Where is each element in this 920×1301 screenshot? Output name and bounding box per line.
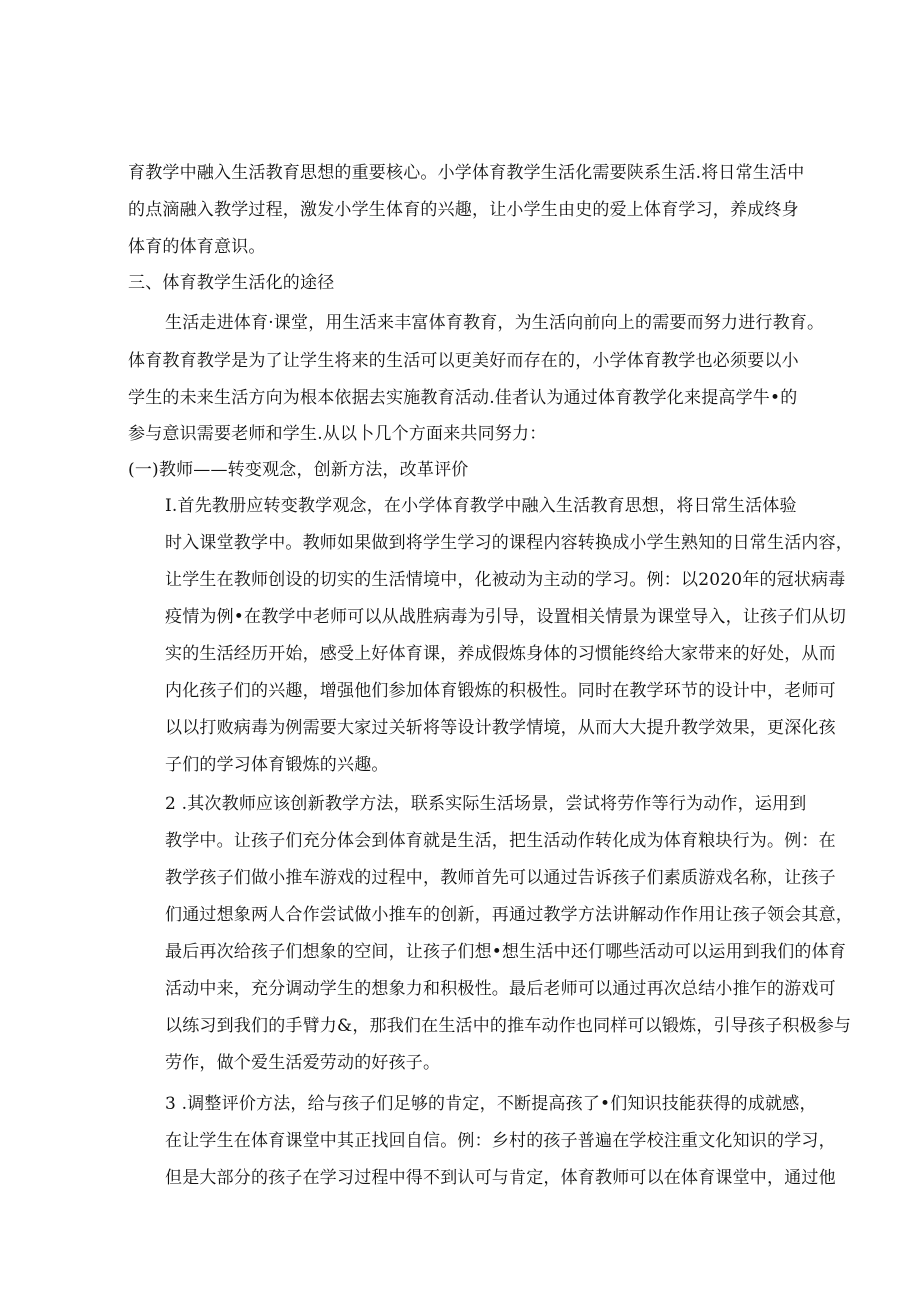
text-line: 子们的学习体育锻炼的兴趣。	[165, 755, 389, 775]
text-line: 教学孩子们做小推车游戏的过程中，教师首先可以通过告诉孩子们素质游戏名称，让孩子	[165, 868, 836, 888]
text-line: 让学生在教师创设的切实的生活情境中，化被动为主动的学习。例：以2020年的冠状病毒	[165, 570, 846, 590]
text-line: 疫情为例•在教学中老师可以从战胜病毒为引导，设置相关情景为课堂导入，让孩子们从切	[165, 607, 847, 627]
text-line: 劳作，做个爱生活爱劳动的好孩子。	[165, 1053, 441, 1073]
text-line: 的点滴融入教学过程，激发小学生体育的兴趣，让小学生由史的爱上体育学习，养成终身	[128, 200, 799, 220]
text-line: 育教学中融入生活教育思想的重要核心。小学体育教学生活化需要陕系生活.将日常生活中	[128, 163, 805, 183]
text-line: 生活走进体育·课堂，用生活来丰富体育教育，为生活向前向上的需要而努力进行教育。	[165, 313, 825, 333]
text-line: 以以打败病毒为例需要大家过关斩将等设计教学情境，从而大大提升教学效果，更深化孩	[165, 718, 836, 738]
text-line: 最后再次给孩子们想象的空间，让孩子们想•想生活中还仃哪些活动可以运用到我们的体育	[165, 942, 847, 962]
section-heading: 三、体育教学生活化的途径	[128, 273, 335, 293]
text-line: 活动中来，充分调动学生的想象力和积极性。最后老师可以通过再次总结小推乍的游戏可	[165, 979, 836, 999]
text-line: 学生的未来生活方向为根本依据去实施教育活动.佳者认为通过体育教学化来提高学牛•的	[128, 388, 798, 408]
subsection-heading: (一)教师——转变观念，创新方法，改革评价	[128, 460, 469, 480]
text-line: I.首先教册应转变教学观念，在小学体育教学中融入生活教育思想，将日常生活体验	[165, 496, 797, 516]
text-line: 体育教育教学是为了让学生将来的生活可以更美好而存在的，小学体育教学也必须要以小	[128, 351, 799, 371]
text-line: 2 .其次教师应该创新教学方法，联系实际生活场景，尝试将劳作等行为动作，运用到	[165, 794, 807, 814]
text-line: 在让学生在体育课堂中其正找回自信。例：乡村的孩子普遍在学校注重文化知识的学习，	[165, 1131, 836, 1151]
text-line: 参与意识需要老师和学生.从以卜几个方面来共同努力：	[128, 424, 547, 444]
text-line: 但是大部分的孩子在学习过程中得不到认可与肯定，体育教师可以在体育课堂中，通过他	[165, 1168, 836, 1188]
text-line: 内化孩子们的兴趣，增强他们参加体育锻炼的积极性。同时在教学环节的设计中，老师可	[165, 681, 836, 701]
text-line: 实的生活经历开始，感受上好体育课，养成假炼身体的习惯能终给大家带来的好处，从而	[165, 644, 836, 664]
text-line: 3 .调整评价方法，给与孩子们足够的肯定，不断提高孩了•们知识技能获得的成就感，	[165, 1094, 817, 1114]
text-line: 体育的体育意识。	[128, 237, 266, 257]
text-line: 们通过想象两人合作尝试做小推车的创新，再通过教学方法讲解动作作用让孩子领会其意，	[165, 905, 853, 925]
text-line: 时入课堂教学中。教师如果做到将学生学习的课程内容转换成小学生熟知的日常生活内容，	[165, 533, 853, 553]
text-line: 以练习到我们的手臂力&，那我们在生活中的推车动作也同样可以锻炼，引导孩子积极参与	[165, 1016, 852, 1036]
text-line: 教学中。让孩子们充分体会到体育就是生活，把生活动作转化成为体育粮块行为。例：在	[165, 831, 836, 851]
